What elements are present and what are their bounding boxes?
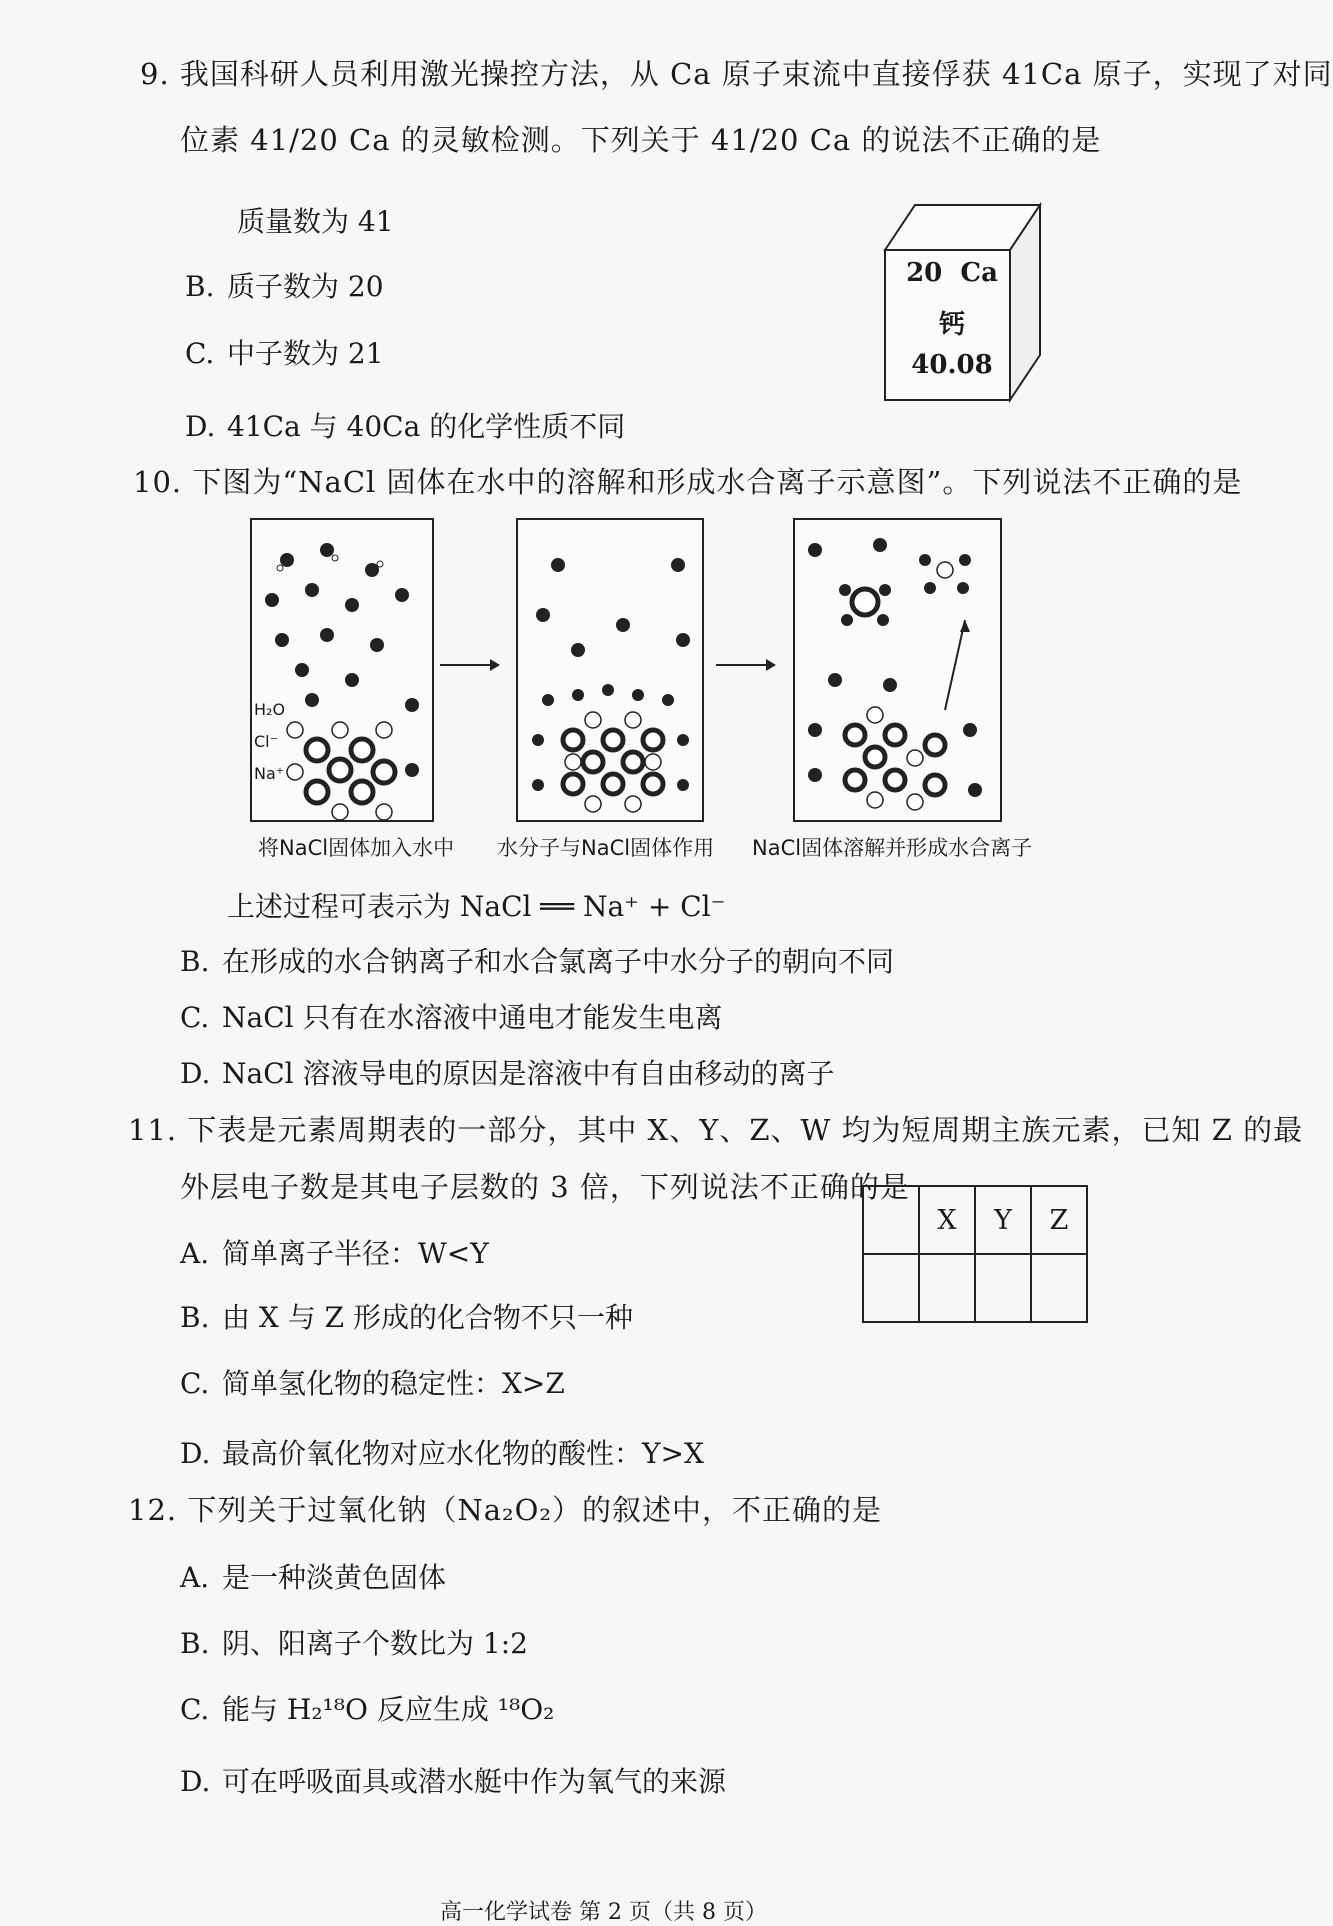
q9-stem-line2: 位素 41/20 Ca 的灵敏检测。下列关于 41/20 Ca 的说法不正确的是 [180,123,1102,157]
pt-cell-empty [1031,1254,1087,1322]
figure-caption-3: NaCl固体溶解并形成水合离子 [752,836,1033,860]
element-name: 钙 [938,310,965,340]
q11-option-d: D. 最高价氧化物对应水化物的酸性：Y>X [180,1437,704,1470]
figure-panel-2 [516,518,704,822]
q11-option-b: B. 由 X 与 Z 形成的化合物不只一种 [180,1301,633,1334]
dissolution-panel-3-drawing [795,520,1000,820]
pt-cell-empty [919,1254,975,1322]
page-footer: 高一化学试卷 第 2 页（共 8 页） [440,1900,767,1925]
pt-cell-empty [975,1254,1031,1322]
q11-stem-line2: 外层电子数是其电子层数的 3 倍，下列说法不正确的是 [180,1170,910,1204]
q10-stem: 10. 下图为“NaCl 固体在水中的溶解和形成水合离子示意图”。下列说法不正确的是 [133,465,1243,499]
q10-option-b: B. 在形成的水合钠离子和水合氯离子中水分子的朝向不同 [180,945,895,978]
figure-caption-2: 水分子与NaCl固体作用 [497,836,715,860]
pt-cell-z: Z [1031,1186,1087,1254]
label-chloride: Cl⁻ [254,732,279,751]
element-number-symbol: 20 Ca [906,258,998,288]
pt-cell-empty [863,1254,919,1322]
element-mass: 40.08 [911,350,993,380]
q10-option-c: C. NaCl 只有在水溶液中通电才能发生电离 [180,1001,723,1034]
label-water: H₂O [254,700,286,719]
q11-option-c: C. 简单氢化物的稳定性：X>Z [180,1367,565,1400]
q10-option-d: D. NaCl 溶液导电的原因是溶液中有自由移动的离子 [180,1057,835,1090]
q9-option-a: 质量数为 41 [237,205,394,238]
figure-caption-1: 将NaCl固体加入水中 [258,836,455,860]
q12-option-b: B. 阴、阳离子个数比为 1:2 [180,1627,528,1660]
figure-panel-3 [793,518,1002,822]
q9-option-b: B. 质子数为 20 [185,270,384,303]
dissolution-panel-2-drawing [518,520,702,820]
figure-panel-1 [250,518,434,822]
q12-option-c: C. 能与 H₂¹⁸O 反应生成 ¹⁸O₂ [180,1693,555,1726]
q12-option-a: A. 是一种淡黄色固体 [180,1561,447,1594]
pt-cell-y: Y [975,1186,1031,1254]
q11-option-a: A. 简单离子半径：W<Y [180,1237,489,1270]
q12-stem: 12. 下列关于过氧化钠（Na₂O₂）的叙述中，不正确的是 [128,1493,883,1527]
label-sodium: Na⁺ [254,764,285,783]
q9-option-c: C. 中子数为 21 [185,337,384,370]
q9-stem-line1: 9. 我国科研人员利用激光操控方法，从 Ca 原子束流中直接俘获 41Ca 原子，实现了对同 [140,57,1333,91]
periodic-table-fragment [862,1185,1088,1323]
q9-option-d: D. 41Ca 与 40Ca 的化学性质不同 [185,410,626,443]
pt-cell-w-empty [863,1186,919,1254]
q12-option-d: D. 可在呼吸面具或潜水艇中作为氧气的来源 [180,1765,727,1798]
q10-option-a: 上述过程可表示为 NaCl ══ Na⁺ + Cl⁻ [227,890,726,923]
arrow-right-icon [716,655,776,675]
pt-cell-x: X [919,1186,975,1254]
arrow-right-icon [440,655,500,675]
periodic-element-card [885,200,1020,400]
q11-stem-line1: 11. 下表是元素周期表的一部分，其中 X、Y、Z、W 均为短周期主族元素，已知 Z 的最 [128,1113,1304,1147]
